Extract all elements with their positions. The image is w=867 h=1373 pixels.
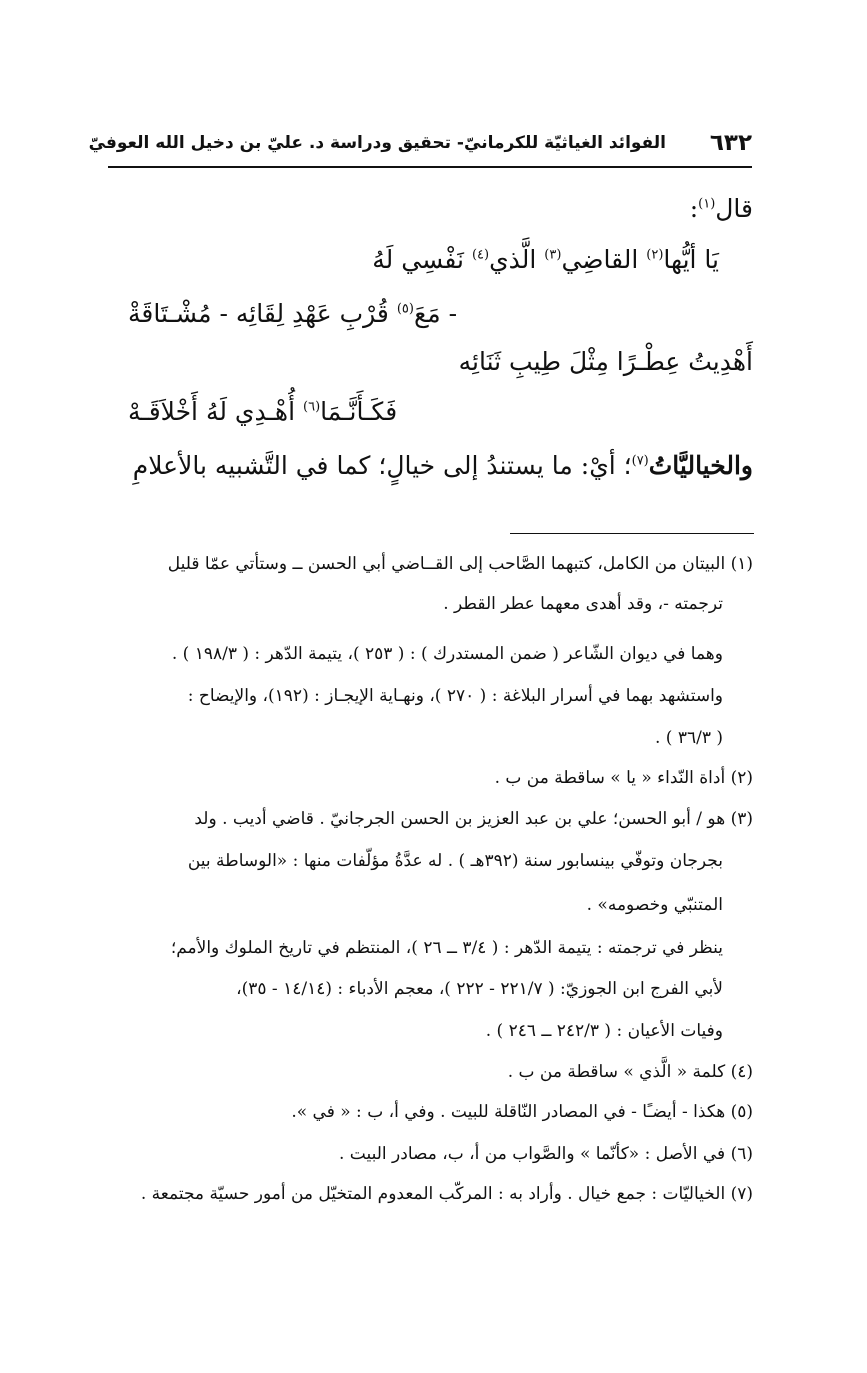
footnote-5: (٥) هكذا - أيضـًا - في المصادر النّاقلة للبيت . وفي أ، ب : « في ». (291, 1102, 753, 1122)
footnote-separator (510, 533, 754, 534)
verse-text: قُرْبِ عَهْدِ لِقَائِه - مُشْـتَاقَةْ (128, 299, 397, 328)
footnote-3-line-6: وفيات الأعيان : ( ٢٤٢/٣ ــ ٢٤٦ ) . (485, 1021, 723, 1041)
header-title: الفوائد الغياثيّة للكرمانيّ- تحقيق ودراسة د. عليّ بن دخيل الله العوفيّ (88, 133, 666, 153)
footnote-4: (٤) كلمة « الَّذي » ساقطة من ب . (507, 1062, 753, 1082)
footnote-ref-7: (٧) (631, 453, 649, 469)
verse-text: أُهْـدِي لَهُ أَخْلاَقَـهْ (128, 397, 303, 426)
verse-text: نَفْسِي لَهُ (372, 245, 472, 274)
verse-text: - مَعَ (413, 299, 458, 328)
term-khayaliyyat: والخياليَّاتُ (648, 451, 753, 480)
running-header (88, 128, 752, 168)
footnote-3-line-5: لأبي الفرج ابن الجوزيّ: ( ٢٢١/٧ - ٢٢٢ )، معجم الأدباء : (١٤/١٤ - ٣٥)، (236, 979, 723, 999)
footnote-ref-1: (١) (698, 196, 716, 212)
verse-text: أَهْدِيتُ عِطْـرًا مِثْلَ طِيبِ ثَنَائِه (458, 347, 753, 376)
verse-text: يَا أيُّها (663, 245, 719, 274)
verse-text: القاضِي (561, 245, 647, 274)
footnote-ref-4: (٤) (471, 247, 490, 263)
body-text: ؛ أيْ: ما يستندُ إلى خيالٍ؛ كما في التَّشبيه بالأعلامِ (132, 451, 632, 480)
footnote-1-line-3: وهما في ديوان الشّاعر ( ضمن المستدرك ) : ( ٢٥٣ )، يتيمة الدّهر : ( ١٩٨/٣ ) . (171, 644, 723, 664)
verse-2-first-hemistich (459, 349, 753, 374)
page-number: ٦٣٢ (709, 130, 752, 156)
footnote-3-line-4: ينظر في ترجمته : يتيمة الدّهر : ( ٣/٤ ــ ٢٦ )، المنتظم في تاريخ الملوك والأمم؛ (170, 938, 723, 958)
footnote-6: (٦) في الأصل : «كأنّما » والصَّواب من أ، ب، مصادر البيت . (338, 1144, 753, 1164)
footnote-3-line-2: بجرجان وتوفّي بينسابور سنة (٣٩٢هـ ) . له عدَّةُ مؤلّفات منها : «الوساطة بين (187, 851, 723, 871)
footnote-1-line-2: ترجمته -، وقد أهدى معهما عطر القطر . (443, 594, 723, 614)
qal-line (690, 196, 753, 221)
verse-text: فَكَـأَنَّـمَا (320, 397, 398, 426)
footnote-ref-3: (٣) (544, 247, 562, 263)
verse-2-second-hemistich (128, 399, 397, 424)
footnote-7: (٧) الخياليّات : جمع خيال . وأراد به : المركّب المعدوم المتخيّل من أمور حسيّة مجتمعة . (140, 1184, 753, 1204)
qal-colon: : (689, 194, 699, 223)
footnote-3-line-3: المتنبّي وخصومه» . (586, 895, 723, 915)
footnote-ref-2: (٢) (646, 247, 664, 263)
verse-1-first-hemistich (372, 247, 719, 272)
footnote-3-line-1: (٣) هو / أبو الحسن؛ علي بن عبد العزيز بن الحسن الجرجانيّ . قاضي أديب . ولد (194, 809, 753, 829)
body-paragraph-line (133, 453, 753, 478)
footnote-2: (٢) أداة النّداء « يا » ساقطة من ب . (494, 768, 753, 788)
footnote-1-line-5: ( ٣٦/٣ ) . (654, 728, 723, 748)
footnote-1-line-1: (١) البيتان من الكامل، كتبهما الصَّاحب إلى القــاضي أبي الحسن ــ وستأتي عمّا قليل (167, 554, 753, 574)
footnote-ref-5: (٥) (396, 301, 414, 317)
verse-text: الَّذي (489, 245, 545, 274)
qal-word: قال (715, 194, 753, 223)
footnote-1-line-4: واستشهد بهما في أسرار البلاغة : ( ٢٧٠ )، ونهـاية الإيجـاز : (١٩٢)، والإيضاح : (187, 686, 723, 706)
verse-1-second-hemistich (128, 301, 457, 326)
footnote-ref-6: (٦) (303, 399, 321, 415)
